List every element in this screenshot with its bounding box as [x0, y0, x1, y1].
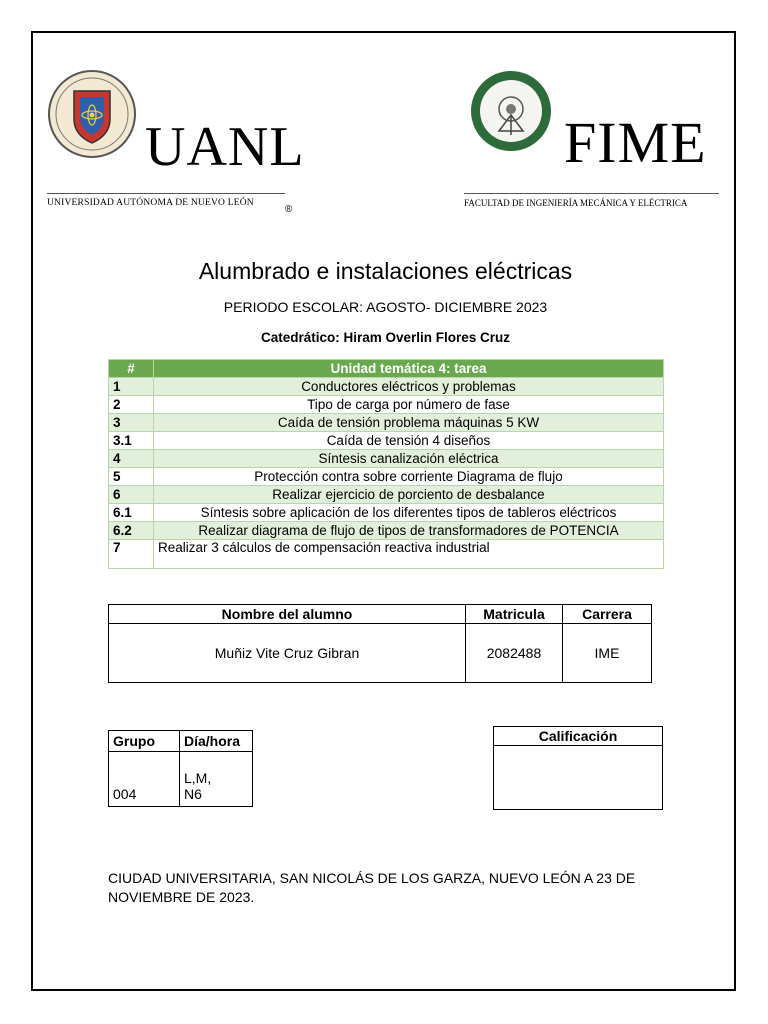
table-row	[109, 486, 664, 504]
row-number: 3	[109, 414, 154, 432]
table-header-row	[109, 360, 664, 378]
row-number: 7	[109, 540, 154, 569]
teacher-name: Catedrático: Hiram Overlin Flores Cruz	[260, 330, 511, 345]
row-text: Protección contra sobre corriente Diagrama de flujo	[154, 468, 664, 486]
row-number: 3.1	[109, 432, 154, 450]
table-row	[109, 522, 664, 540]
row-text: Síntesis sobre aplicación de los diferentes tipos de tableros eléctricos	[154, 504, 664, 522]
schedule-hour: N6	[184, 786, 202, 802]
table-row	[109, 450, 664, 468]
location-date: CIUDAD UNIVERSITARIA, SAN NICOLÁS DE LOS GARZA, NUEVO LEÓN A 23 DE NOVIEMBRE DE 2023.	[108, 870, 636, 905]
table-row	[109, 468, 664, 486]
table-row	[109, 432, 664, 450]
row-number: 2	[109, 396, 154, 414]
uanl-subtitle: UNIVERSIDAD AUTÓNOMA DE NUEVO LEÓN	[47, 198, 254, 208]
fime-subtitle: FACULTAD DE INGENIERÍA MECÁNICA Y ELÉCTRICA	[464, 198, 688, 208]
table-row	[109, 624, 652, 683]
uanl-wordmark: UANL	[145, 116, 305, 178]
table-header-row	[109, 731, 253, 752]
table-row	[109, 378, 664, 396]
group-number: 004	[109, 752, 180, 807]
row-number: 1	[109, 378, 154, 396]
document-title: Alumbrado e instalaciones eléctricas	[198, 258, 573, 284]
uanl-seal-icon	[47, 69, 137, 159]
row-text: Síntesis canalización eléctrica	[154, 450, 664, 468]
grade-label: Calificación	[494, 727, 662, 746]
table-row	[109, 396, 664, 414]
school-period: PERIODO ESCOLAR: AGOSTO- DICIEMBRE 2023	[223, 299, 548, 315]
table-row	[109, 504, 664, 522]
column-header-id: Matricula	[466, 605, 563, 624]
column-header-career: Carrera	[563, 605, 652, 624]
document-page	[31, 31, 736, 991]
row-number: 6.1	[109, 504, 154, 522]
group-schedule	[180, 752, 253, 807]
column-header-group: Grupo	[109, 731, 180, 752]
row-number: 6.2	[109, 522, 154, 540]
student-name: Muñiz Vite Cruz Gibran	[109, 624, 466, 683]
divider	[464, 193, 719, 194]
row-text: Conductores eléctricos y problemas	[154, 378, 664, 396]
fime-wordmark: FIME	[564, 110, 707, 175]
topics-table	[108, 359, 664, 569]
column-header-name: Nombre del alumno	[109, 605, 466, 624]
row-text: Caída de tensión 4 diseños	[154, 432, 664, 450]
fime-logo	[464, 69, 724, 208]
row-text: Realizar ejercicio de porciento de desbalance	[154, 486, 664, 504]
student-table	[108, 604, 652, 683]
table-row	[109, 752, 253, 807]
row-text: Tipo de carga por número de fase	[154, 396, 664, 414]
uanl-logo	[47, 69, 305, 215]
grade-box	[493, 726, 663, 810]
group-table	[108, 730, 253, 807]
registered-mark: ®	[285, 204, 293, 215]
row-text: Realizar 3 cálculos de compensación reactiva industrial	[154, 540, 664, 569]
fime-seal-icon	[469, 69, 554, 154]
table-row	[109, 540, 664, 569]
row-number: 5	[109, 468, 154, 486]
row-text: Realizar diagrama de flujo de tipos de transformadores de POTENCIA	[154, 522, 664, 540]
column-header-number: #	[109, 360, 154, 378]
student-id: 2082488	[466, 624, 563, 683]
table-row	[109, 414, 664, 432]
row-number: 4	[109, 450, 154, 468]
row-text: Caída de tensión problema máquinas 5 KW	[154, 414, 664, 432]
row-number: 6	[109, 486, 154, 504]
student-career: IME	[563, 624, 652, 683]
column-header-day: Día/hora	[180, 731, 253, 752]
divider	[47, 193, 285, 194]
schedule-days: L,M,	[184, 770, 212, 786]
table-header-row	[109, 605, 652, 624]
column-header-topic: Unidad temática 4: tarea	[154, 360, 664, 378]
